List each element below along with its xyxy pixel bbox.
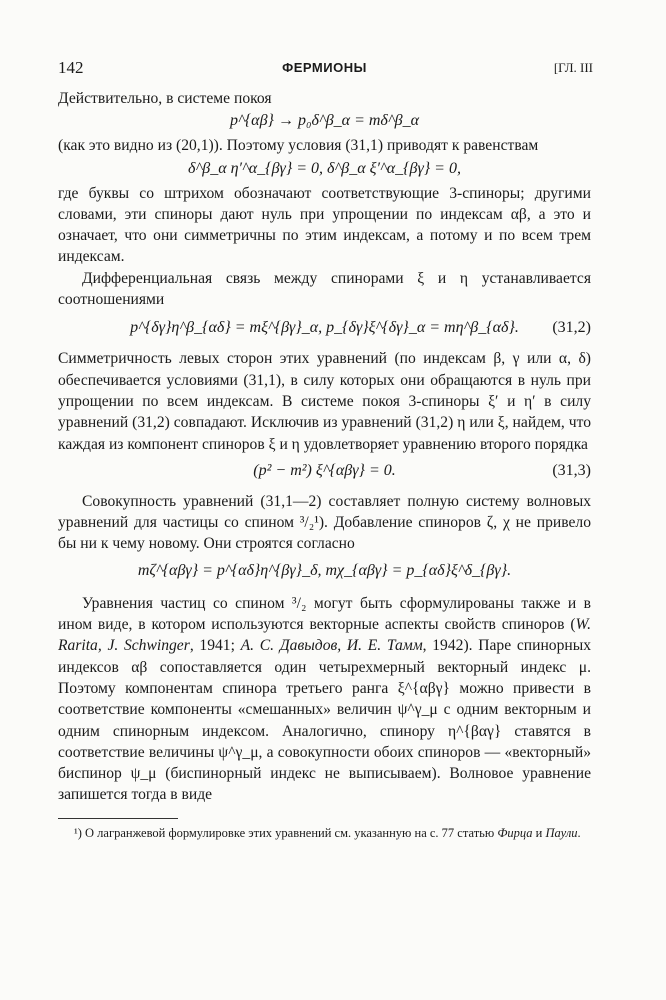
paragraph-symmetry: Симметричность левых сторон этих уравнений (по индексам β, γ или α, δ) обеспечивается условиями (31,1), в силу которых они обращаются в нуль при упрощении по всем индексам. В системе покоя 3-спиноры ξ′ и η′ в силу уравнений (31,2) совпадают. Исключив из уравнений (31,2) η или ξ, найдем, что каждая из компонент спиноров ξ и η удовлетворяет уравнению второго порядка (58, 350, 591, 453)
running-title: ФЕРМИОНЫ (282, 60, 367, 75)
equation-rest-frame (58, 109, 591, 135)
citation-rarita-schwinger: W. Rarita, J. Schwinger (58, 616, 591, 655)
citation-davydov-tamm: А. С. Давыдов, И. Е. Тамм (240, 637, 423, 655)
equation-text: mζ^{αβγ} = p^{αδ}η^{βγ}_δ, mχ_{αβγ} = p_{αδ}ξ^δ_{βγ}. (137, 561, 512, 579)
text-run: , 1941; (189, 637, 241, 655)
footnote-name-pauli: Паули (545, 825, 578, 840)
paragraph-rest-frame: Действительно, в системе покоя (58, 90, 272, 107)
paragraph-complete-system: Совокупность уравнений (31,1—2) составляет полную систему волновых уравнений для частицы со спином ³/₂¹). Добавление спиноров ζ, χ не привело бы ни к чему новому. Они строятся согласно (58, 492, 591, 553)
equation-number: (31,3) (552, 461, 591, 479)
paragraph-primed-meaning: где буквы со штрихом обозначают соответствующие 3-спиноры; другими словами, эти спиноры дают нуль при упрощении по индексам αβ, а это и означает, что они симметричны по этим индексам, а потому и по всем трем индексам. (58, 184, 591, 266)
text-run: Уравнения частиц со спином ³/₂ могут быть сформулированы также и в ином виде, в котором используются векторные аспекты свойств спиноров ( (58, 594, 591, 634)
equation-text: p^{δγ}η^β_{αδ} = mξ^{βγ}_α, p_{δγ}ξ^{δγ}_α = mη^β_{αδ}. (130, 319, 519, 337)
equation-zeta-chi (58, 559, 591, 585)
equation-31-2 (58, 316, 591, 342)
footnote (58, 825, 591, 842)
page-number: 142 (58, 58, 84, 77)
paragraph-differential-link: Дифференциальная связь между спинорами ξ и η устанавливается соотношениями (58, 269, 591, 309)
equation-number: (31,2) (552, 319, 591, 337)
text-run: и (532, 825, 546, 840)
text-run: ¹) О лагранжевой формулировке этих уравнений см. указанную на с. 77 статью (74, 825, 498, 840)
text-run: . (577, 825, 581, 840)
text-run: , 1942). Паре спинорных индексов αβ сопоставляется один четырехмерный векторный индекс μ. Поэтому компонентам спинора третьего ранга ξ^{αβγ} можно привести в соответствие компоненты «смешанных» величин ψ^γ_μ с одним векторным и одним спинорным индексом. Аналогично, спинору η^{βαγ} ставятся в соответствие величины ψ^γ_μ, а совокупности обоих спиноров — «векторный» биспинор ψ_μ (биспинорный индекс не выписываем). Волновое уравнение запишется тогда в виде (58, 637, 592, 804)
paragraph-conditions: (как это видно из (20,1)). Поэтому условия (31,1) приводят к равенствам (58, 137, 539, 155)
equation-primed-spinors (58, 157, 591, 183)
footnote-rule (58, 818, 178, 819)
equation-text: δ^β_α η′^α_{βγ} = 0, δ^β_α ξ′^α_{βγ} = 0, (188, 159, 461, 177)
running-header (58, 58, 591, 88)
footnote-name-fierz: Фирца (497, 825, 533, 840)
paragraph-vector-form (58, 593, 591, 806)
equation-text: p^{αβ} → p₀δ^β_α = mδ^β_α (230, 112, 419, 130)
equation-31-3 (58, 459, 591, 485)
equation-text: (p² − m²) ξ^{αβγ} = 0. (253, 461, 396, 479)
chapter-label: [ГЛ. III (553, 60, 593, 75)
book-page (58, 58, 591, 842)
